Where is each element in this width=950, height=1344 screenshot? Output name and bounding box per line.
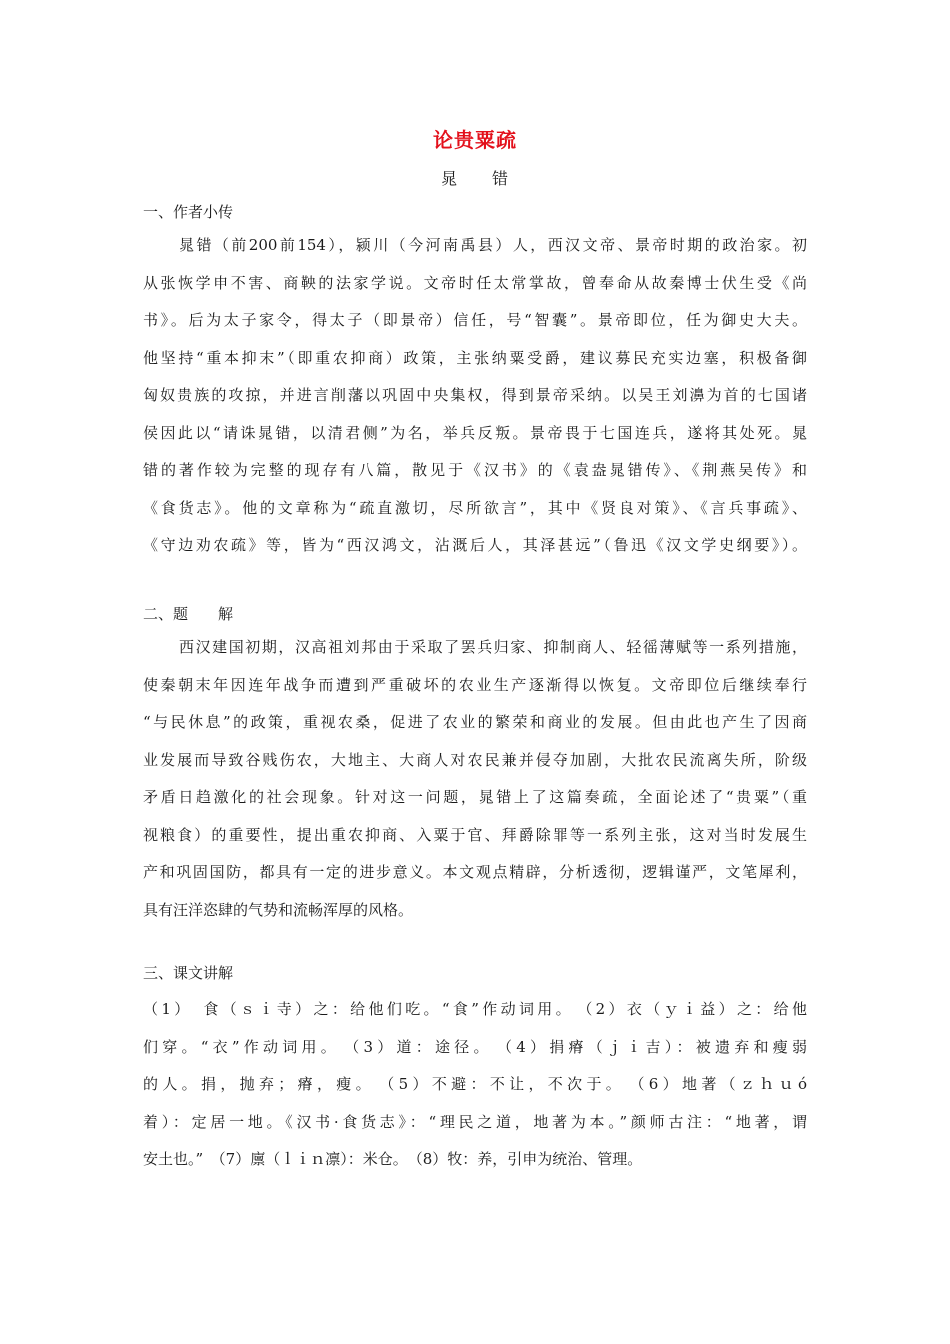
author-char-1: 晁 — [440, 169, 458, 188]
body-line: 书》。后为太子家令，得太子（即景帝）信任，号“智囊”。景帝即位，任为御史大夫。 — [143, 311, 807, 329]
author-char-2: 错 — [492, 169, 510, 188]
body-line: 错的著作较为完整的现存有八篇，散见于《汉书》的《袁盎晁错传》、《荆燕吴传》和 — [143, 461, 807, 479]
body-line: 从张恢学申不害、商鞅的法家学说。文帝时任太常掌故，曾奉命从故秦博士伏生受《尚 — [143, 273, 807, 292]
body-line: （1） 食（ｓｉ寺）之：给他们吃。“食”作动词用。 （2）衣（ｙｉ益）之：给他 — [143, 1000, 807, 1018]
section-body-text-notes — [143, 997, 807, 1185]
body-line: 匈奴贵族的攻掠，并进言削藩以巩固中央集权，得到景帝采纳。以吴王刘濞为首的七国诸 — [143, 386, 807, 404]
body-line: 着）：定居一地。《汉书·食货志》：“理民之道，地著为本。”颜师古注：“地著，谓 — [143, 1112, 807, 1131]
section-heading-text-notes: 三、课文讲解 — [143, 964, 234, 982]
body-line: 他坚持“重本抑末”（即重农抑商）政策，主张纳粟受爵，建议募民充实边塞，积极备御 — [143, 348, 807, 367]
body-line: 《食货志》。他的文章称为“疏直激切，尽所欲言”，其中《贤良对策》、《言兵事疏》、 — [143, 498, 807, 517]
document-author — [0, 166, 950, 189]
body-line: 晁错（前200前154），颍川（今河南禹县）人，西汉文帝、景帝时期的政治家。初 — [179, 236, 807, 254]
section-body-author-bio — [143, 233, 807, 571]
body-line: 《守边劝农疏》等，皆为“西汉鸿文，沾溉后人，其泽甚远”（鲁迅《汉文学史纲要》）。 — [143, 536, 807, 554]
body-line: 安土也。” （7）廪（ｌｉｎ凛）：米仓。 （8）牧：养，引申为统治、管理。 — [143, 1150, 643, 1168]
body-line: 的人。捐，抛弃；瘠，瘦。 （5）不避：不让，不次于。 （6）地著（ｚｈｕó — [143, 1075, 807, 1093]
section-heading-author-bio: 一、作者小传 — [143, 203, 234, 221]
body-line: 产和巩固国防，都具有一定的进步意义。本文观点精辟，分析透彻，逻辑谨严，文笔犀利， — [143, 863, 807, 881]
document-title: 论贵粟疏 — [433, 128, 517, 152]
body-line: 们穿。“衣”作动词用。 （3）道：途径。 （4）捐瘠（ｊｉ吉）：被遗弃和瘦弱 — [143, 1037, 807, 1056]
body-line: 具有汪洋恣肆的气势和流畅浑厚的风格。 — [143, 900, 414, 919]
body-line: 矛盾日趋激化的社会现象。针对这一问题，晁错上了这篇奏疏，全面论述了“贵粟”（重 — [143, 788, 807, 806]
body-line: 侯因此以“请诛晁错，以清君侧”为名，举兵反叛。景帝畏于七国连兵，遂将其处死。晁 — [143, 423, 807, 442]
body-line: 使秦朝末年因连年战争而遭到严重破坏的农业生产逐渐得以恢复。文帝即位后继续奉行 — [143, 675, 807, 694]
body-line: 视粮食）的重要性，提出重农抑商、入粟于官、拜爵除罪等一系列主张，这对当时发展生 — [143, 825, 807, 844]
body-line: “与民休息”的政策，重视农桑，促进了农业的繁荣和商业的发展。但由此也产生了因商 — [143, 713, 807, 731]
section-body-title-explanation — [143, 635, 807, 935]
section-heading-title-explanation: 二、题 解 — [143, 605, 234, 623]
body-line: 西汉建国初期，汉高祖刘邦由于采取了罢兵归家、抑制商人、轻徭薄赋等一系列措施， — [179, 638, 807, 656]
body-line: 业发展而导致谷贱伤农，大地主、大商人对农民兼并侵夺加剧，大批农民流离失所，阶级 — [143, 750, 807, 769]
